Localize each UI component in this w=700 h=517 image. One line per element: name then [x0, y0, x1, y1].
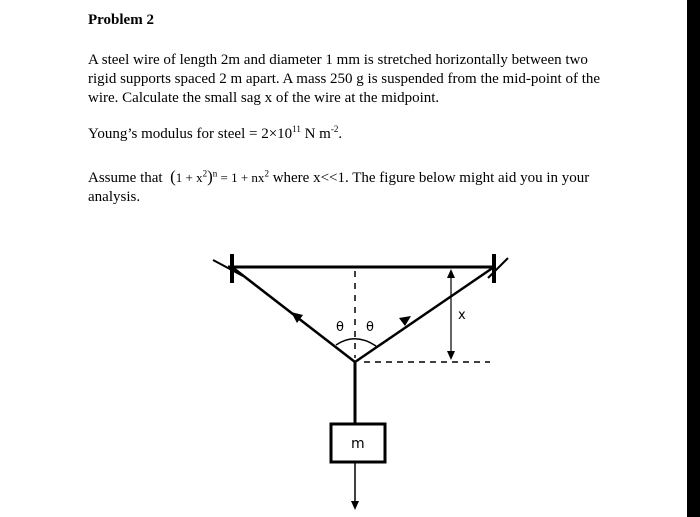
binomial-formula: $(1 + x^2)^n = 1 + nx^2$ — [170, 167, 269, 186]
youngs-unit-exponent: -2 — [330, 124, 339, 134]
youngs-prefix: Young’s modulus for steel = 2×10 — [88, 126, 293, 142]
mass-label: m — [351, 436, 365, 452]
youngs-exponent: 11 — [292, 124, 301, 134]
theta-right-label: θ — [366, 320, 374, 335]
weight-arrow-head — [351, 501, 359, 510]
angle-arc — [336, 339, 376, 346]
youngs-end: . — [338, 126, 343, 142]
sag-arrow-up — [447, 269, 455, 278]
assume-prefix: Assume that — [88, 170, 163, 186]
assume-suffix: where x<<1. The figure below might aid you in your analysis. — [88, 170, 590, 205]
youngs-unit: N m — [300, 126, 331, 142]
problem-title: Problem 2 — [88, 12, 154, 28]
right-wire-segment — [355, 267, 494, 362]
theta-left-label: θ — [336, 320, 344, 335]
problem-statement: A steel wire of length 2m and diameter 1 mm is stretched horizontally between two rigid supports spaced 2 m apart. A mass 250 g is suspended from the mid-point of the wire. Calculate the small sag x of the wire at the midpoint. — [88, 52, 601, 106]
sag-label: x — [458, 308, 466, 323]
sag-arrow-down — [447, 351, 455, 360]
